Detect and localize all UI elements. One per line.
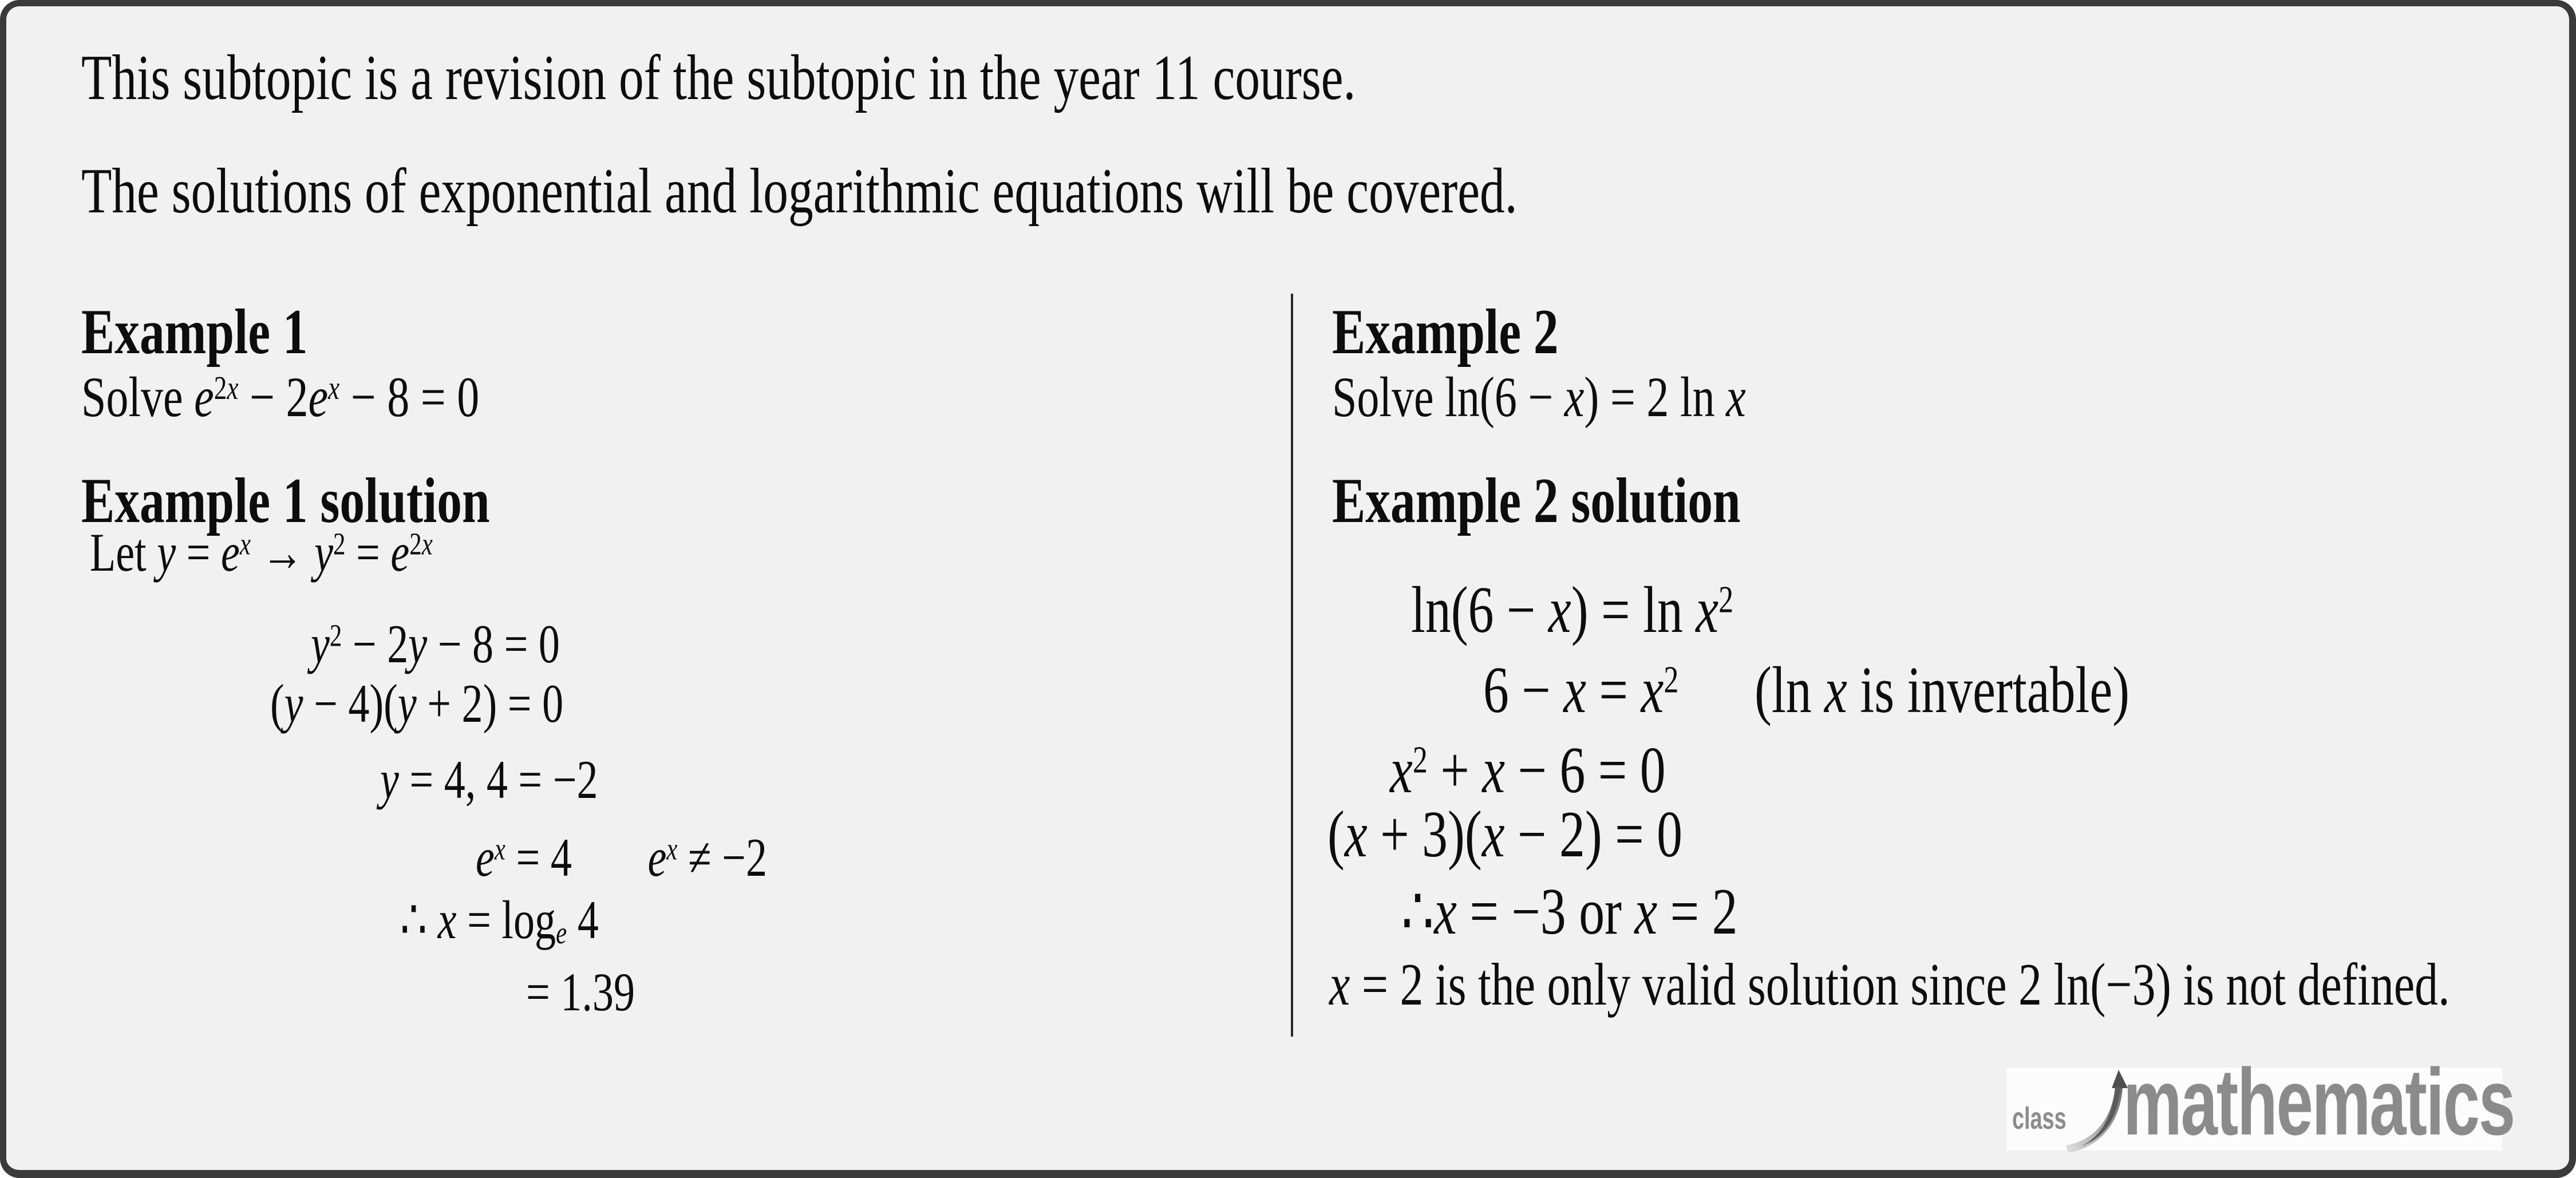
example1-step-7-math bbox=[526, 959, 635, 1025]
math-segment: → bbox=[250, 522, 315, 583]
example1-step-1 bbox=[90, 520, 530, 585]
math-segment: e bbox=[194, 365, 214, 429]
example1-step-6-math bbox=[400, 887, 599, 952]
example2-step-5 bbox=[1401, 872, 1832, 951]
math-segment: x bbox=[1696, 574, 1719, 646]
math-segment: − 8 = 0 bbox=[339, 365, 480, 429]
math-segment: y bbox=[311, 614, 330, 674]
example1-step-4 bbox=[380, 747, 659, 812]
math-segment: x bbox=[1481, 798, 1505, 871]
math-segment: e bbox=[556, 915, 567, 950]
math-segment: = bbox=[345, 522, 391, 583]
math-segment: ) = 2 ln bbox=[1584, 365, 1726, 429]
example2-validity-note bbox=[1329, 948, 2576, 1021]
math-segment: ∴ bbox=[400, 890, 438, 950]
example2-step-2-math bbox=[1483, 651, 2129, 730]
math-segment: x bbox=[437, 890, 457, 950]
logo-word-text bbox=[2123, 1049, 2576, 1155]
math-segment: − 2 bbox=[238, 365, 309, 429]
math-segment: 4 bbox=[567, 890, 599, 950]
math-segment: = 2 is the only valid solution since 2 ln(−3) is not defined. bbox=[1350, 951, 2450, 1018]
intro-line-1-text: This subtopic is a revision of the subtopic in the year 11 course. bbox=[81, 42, 1356, 113]
example2-step-2 bbox=[1483, 651, 2312, 730]
math-segment: − 8 = 0 bbox=[427, 614, 560, 674]
math-segment: x bbox=[1344, 798, 1368, 871]
math-segment: = 1.39 bbox=[526, 962, 635, 1022]
math-segment: x bbox=[1726, 365, 1746, 429]
example1-step-5 bbox=[476, 825, 850, 890]
example1-solution-title-text: Example 1 solution bbox=[81, 465, 490, 536]
class-mathematics-logo bbox=[2006, 1049, 2515, 1155]
math-segment: 2 bbox=[214, 369, 227, 406]
math-segment: x bbox=[1564, 365, 1585, 429]
example1-step-5-math bbox=[476, 825, 767, 890]
math-segment: x bbox=[328, 369, 340, 406]
math-segment: ( bbox=[1327, 798, 1345, 871]
math-segment: e bbox=[647, 827, 667, 888]
math-segment: 6 − bbox=[1483, 654, 1564, 726]
example2-validity-note-math bbox=[1329, 948, 2450, 1021]
example1-title-text: Example 1 bbox=[81, 297, 308, 367]
example1-step-3 bbox=[270, 671, 646, 736]
math-segment: Solve bbox=[81, 365, 195, 429]
math-segment: e bbox=[390, 522, 410, 583]
example2-problem-math bbox=[1332, 363, 1746, 432]
math-segment: = 4 bbox=[505, 827, 572, 888]
math-segment: + 2) = 0 bbox=[416, 673, 564, 734]
math-segment: e bbox=[221, 522, 240, 583]
math-segment: 2 bbox=[409, 526, 422, 562]
math-segment: ( bbox=[270, 673, 285, 734]
example2-step-4-math bbox=[1327, 795, 1682, 874]
math-segment: x bbox=[1482, 734, 1506, 807]
math-segment: x bbox=[1641, 654, 1664, 726]
intro-line-1 bbox=[81, 39, 1715, 116]
column-divider bbox=[1291, 294, 1293, 1037]
example1-step-6 bbox=[400, 887, 655, 952]
example2-solution-title-text: Example 2 solution bbox=[1332, 465, 1741, 536]
math-segment: x bbox=[494, 831, 505, 867]
example1-step-4-math bbox=[380, 747, 598, 812]
math-segment: + 3)( bbox=[1367, 798, 1482, 871]
math-segment: = bbox=[176, 522, 222, 583]
example1-step-1-math bbox=[90, 520, 433, 585]
math-segment: ln(6 − bbox=[1411, 574, 1548, 646]
math-segment: y bbox=[157, 522, 176, 583]
math-segment: x bbox=[1390, 734, 1413, 807]
example2-solution-title bbox=[1332, 462, 1856, 539]
math-segment: ≠ −2 bbox=[677, 827, 768, 888]
logo-prefix-text bbox=[2012, 1103, 2089, 1134]
example2-title-text: Example 2 bbox=[1332, 297, 1559, 367]
math-segment: x bbox=[421, 526, 433, 562]
math-segment: y bbox=[397, 673, 417, 734]
math-segment: = 2 bbox=[1657, 875, 1738, 948]
example2-problem bbox=[1332, 363, 1863, 432]
math-segment: 2 bbox=[329, 618, 342, 653]
math-segment: x bbox=[666, 831, 678, 867]
example2-title bbox=[1332, 294, 1622, 370]
math-segment: x bbox=[1563, 654, 1587, 726]
math-segment: − 2) = 0 bbox=[1504, 798, 1682, 871]
example2-step-1-math bbox=[1411, 571, 1733, 650]
math-segment: x bbox=[1824, 654, 1847, 726]
intro-line-2 bbox=[81, 153, 1922, 230]
math-segment: Let bbox=[90, 522, 157, 583]
example1-step-3-math bbox=[270, 671, 563, 736]
math-segment: = log bbox=[456, 890, 556, 950]
example1-step-2 bbox=[311, 611, 630, 677]
math-segment: y bbox=[408, 614, 428, 674]
math-segment: − 2 bbox=[342, 614, 409, 674]
math-segment: is invertable) bbox=[1847, 654, 2130, 726]
math-segment: x bbox=[1634, 875, 1658, 948]
math-segment: (ln bbox=[1754, 654, 1825, 726]
math-segment: 2 bbox=[333, 526, 346, 562]
math-segment: 2 bbox=[1664, 659, 1679, 701]
math-segment: 2 bbox=[1412, 739, 1428, 781]
math-segment: − 6 = 0 bbox=[1505, 734, 1666, 807]
example2-step-4 bbox=[1327, 795, 1783, 874]
math-segment: x bbox=[227, 369, 239, 406]
math-segment: y bbox=[314, 522, 334, 583]
example2-step-1 bbox=[1411, 571, 1824, 650]
math-segment: x bbox=[1329, 951, 1350, 1018]
math-segment: e bbox=[308, 365, 329, 429]
logo-prefix-label: class bbox=[2012, 1101, 2067, 1136]
example1-title bbox=[81, 294, 372, 370]
math-segment: y bbox=[380, 749, 399, 810]
math-segment: x bbox=[1434, 875, 1457, 948]
example1-problem bbox=[81, 363, 591, 432]
example2-step-5-math bbox=[1401, 872, 1737, 951]
math-segment: 2 bbox=[1718, 579, 1734, 621]
math-segment: y bbox=[284, 673, 303, 734]
math-segment: − 4)( bbox=[303, 673, 398, 734]
math-segment: ∴ bbox=[1401, 875, 1435, 948]
math-segment: ) = ln bbox=[1571, 574, 1696, 646]
math-segment: + bbox=[1427, 734, 1483, 807]
logo-word-label: mathematics bbox=[2123, 1049, 2515, 1155]
math-segment: x bbox=[239, 526, 251, 562]
intro-line-2-text: The solutions of exponential and logarithmic equations will be covered. bbox=[81, 156, 1518, 227]
example1-problem-math bbox=[81, 363, 479, 432]
example1-step-2-math bbox=[311, 611, 560, 677]
math-segment: Solve ln(6 − bbox=[1332, 365, 1564, 429]
math-segment: e bbox=[476, 827, 495, 888]
math-segment: x bbox=[1548, 574, 1571, 646]
math-segment: = 4, 4 = −2 bbox=[398, 749, 598, 810]
example1-step-7 bbox=[526, 959, 666, 1025]
math-segment: = −3 or bbox=[1456, 875, 1635, 948]
math-segment: = bbox=[1586, 654, 1641, 726]
